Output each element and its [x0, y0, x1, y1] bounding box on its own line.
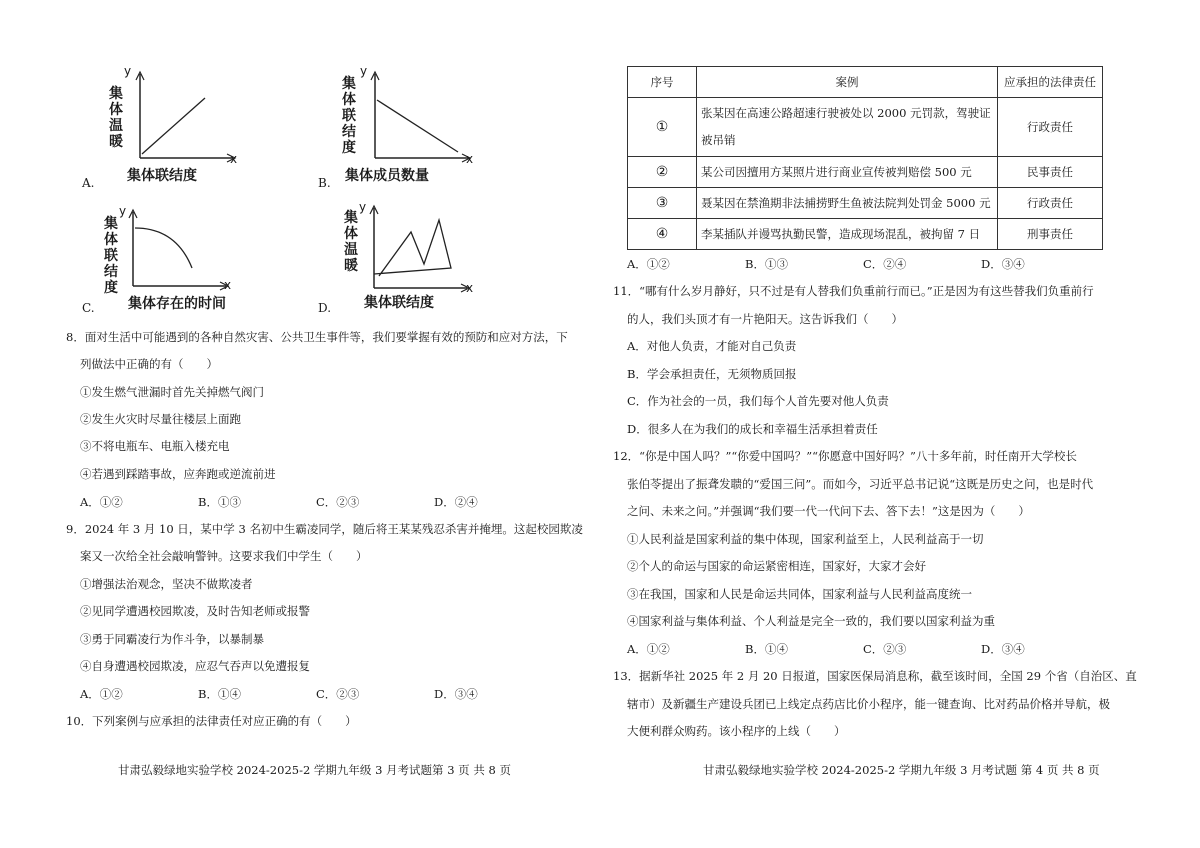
q8-option-d[interactable]: D．②④: [434, 495, 478, 509]
q8-stem-line1: 8．面对生活中可能遇到的各种自然灾害、公共卫生事件等，我们要掌握有效的预防和应对方法，下: [66, 330, 568, 344]
q13-stem-line2: 辖市）及新疆生产建设兵团已上线定点药店比价小程序，能一键查询、比对药品价格并导航，极: [627, 697, 1110, 711]
row-case: 某公司因擅用方某照片进行商业宣传被判赔偿 500 元: [697, 157, 998, 188]
q11-stem-line2: 的人，我们头顶才有一片艳阳天。这告诉我们（ ）: [627, 312, 903, 326]
q12-stem-line3: 之问、未来之问。”并强调“我们要一代一代问下去、答下去！”这是因为（ ）: [627, 504, 1030, 518]
q9-stem-line2: 案又一次给全社会敲响警钟。这要求我们中学生（ ）: [80, 549, 368, 563]
row-case: 李某插队并谩骂执勤民警，造成现场混乱，被拘留 7 日: [697, 219, 998, 250]
q8-option-b[interactable]: B．①③: [198, 495, 241, 509]
q8-item-3: ③不将电瓶车、电瓶入楼充电: [80, 439, 230, 453]
q9-item-4: ④自身遭遇校园欺凌，应忍气吞声以免遭报复: [80, 659, 310, 673]
graph-d-xlabel: 集体联结度: [364, 295, 434, 311]
q8-stem-line2: 列做法中正确的有（ ）: [80, 357, 218, 371]
graph-b-ylabel: 集体联结度: [342, 76, 356, 156]
q9-option-b[interactable]: B．①④: [198, 687, 241, 701]
q9-option-d[interactable]: D．③④: [434, 687, 478, 701]
q11-option-c[interactable]: C．作为社会的一员，我们每个人首先要对他人负责: [627, 394, 889, 408]
row-no: ④: [628, 219, 697, 250]
q10-option-b[interactable]: B．①③: [745, 257, 788, 271]
left-page-footer: 甘肃弘毅绿地实验学校 2024-2025-2 学期九年级 3 月考试题第 3 页 共 8 页: [118, 763, 511, 777]
graph-a-y-axis-label: y: [124, 64, 132, 78]
q12-item-3: ③在我国，国家和人民是命运共同体，国家利益与人民利益高度统一: [627, 587, 972, 601]
graph-c-y-axis-label: y: [119, 204, 127, 218]
row-case: 聂某因在禁渔期非法捕捞野生鱼被法院判处罚金 5000 元: [697, 188, 998, 219]
q9-options: [80, 686, 552, 702]
table-row: [628, 98, 1103, 157]
q9-item-3: ③勇于同霸凌行为作斗争，以暴制暴: [80, 632, 264, 646]
q12-option-c[interactable]: C．②③: [863, 642, 907, 656]
q10-option-d[interactable]: D．③④: [981, 257, 1025, 271]
graph-a-xlabel: 集体联结度: [127, 168, 197, 184]
q10-option-c[interactable]: C．②④: [863, 257, 907, 271]
q11-option-b[interactable]: B．学会承担责任，无须物质回报: [627, 367, 797, 381]
graph-c-axes: [128, 206, 238, 296]
graph-a-letter: A.: [82, 176, 95, 190]
graph-c-x-axis-label: x: [224, 278, 232, 292]
q10-options: [627, 256, 1099, 272]
row-no: ①: [628, 98, 697, 157]
q9-item-1: ①增强法治观念，坚决不做欺凌者: [80, 577, 253, 591]
header-no: 序号: [628, 67, 697, 98]
graph-d-axes: [369, 202, 479, 298]
header-case: 案例: [697, 67, 998, 98]
row-no: ②: [628, 157, 697, 188]
right-page-footer: 甘肃弘毅绿地实验学校 2024-2025-2 学期九年级 3 月考试题 第 4 页 共 8 页: [703, 763, 1100, 777]
row-no: ③: [628, 188, 697, 219]
graph-b-letter: B.: [318, 176, 331, 190]
q12-option-d[interactable]: D．③④: [981, 642, 1025, 656]
q12-options: [627, 641, 1099, 657]
q12-option-b[interactable]: B．①④: [745, 642, 788, 656]
q12-item-2: ②个人的命运与国家的命运紧密相连，国家好，大家才会好: [627, 559, 926, 573]
table-row: [628, 219, 1103, 250]
graph-d-y-axis-label: y: [359, 200, 367, 214]
graph-c-letter: C.: [82, 301, 95, 315]
q9-item-2: ②见同学遭遇校园欺凌，及时告知老师或报警: [80, 604, 310, 618]
row-duty: 民事责任: [998, 157, 1103, 188]
row-case-line2: 被吊销: [701, 133, 736, 147]
q8-option-c[interactable]: C．②③: [316, 495, 360, 509]
q11-stem-line1: 11．“哪有什么岁月静好，只不过是有人替我们负重前行而已。”正是因为有这些替我们负重前行: [613, 284, 1094, 298]
q11-option-a[interactable]: A．对他人负责，才能对自己负责: [627, 339, 797, 353]
row-case-line1: 张某因在高速公路超速行驶被处以 2000 元罚款，驾驶证: [701, 106, 991, 120]
row-duty: 行政责任: [998, 188, 1103, 219]
graph-b-xlabel: 集体成员数量: [345, 168, 429, 184]
table-row: [628, 157, 1103, 188]
q12-item-4: ④国家利益与集体利益、个人利益是完全一致的，我们要以国家利益为重: [627, 614, 995, 628]
case-table-header: [628, 67, 1103, 98]
case-table: [627, 66, 1103, 250]
row-case: [697, 98, 998, 157]
graph-b-line: [377, 100, 458, 152]
graph-b-x-axis-label: x: [466, 152, 474, 166]
q9-stem-line1: 9．2024 年 3 月 10 日，某中学 3 名初中生霸凌同学，随后将王某某残忍杀害并掩埋。这起校园欺凌: [66, 522, 583, 536]
graph-a-axes: [135, 68, 245, 168]
q12-stem-line1: 12．“你是中国人吗？”“你爱中国吗？”“你愿意中国好吗？”八十多年前，时任南开大学校长: [613, 449, 1077, 463]
graph-d-letter: D.: [318, 301, 332, 315]
graph-c-ylabel: 集体联结度: [104, 216, 118, 296]
graph-c-xlabel: 集体存在的时间: [128, 296, 226, 312]
header-duty: 应承担的法律责任: [998, 67, 1103, 98]
q10-option-a[interactable]: A．①②: [627, 257, 670, 271]
q8-option-a[interactable]: A．①②: [80, 495, 123, 509]
graph-d-x-axis-label: x: [466, 281, 474, 295]
graph-a-line: [142, 98, 205, 154]
graph-b-axes: [370, 68, 480, 168]
graph-c-curve: [135, 228, 192, 268]
table-row: [628, 188, 1103, 219]
q8-item-4: ④若遇到踩踏事故，应奔跑或逆流前进: [80, 467, 276, 481]
row-duty: 行政责任: [998, 98, 1103, 157]
graph-a-ylabel: 集体温暖: [109, 86, 123, 150]
q9-option-a[interactable]: A．①②: [80, 687, 123, 701]
q10-stem: 10．下列案例与应承担的法律责任对应正确的有（ ）: [66, 714, 357, 728]
graph-a-x-axis-label: x: [230, 152, 238, 166]
q9-option-c[interactable]: C．②③: [316, 687, 360, 701]
q13-stem-line3: 大便利群众购药。该小程序的上线（ ）: [627, 724, 846, 738]
q8-options: [80, 494, 552, 510]
graph-d-ylabel: 集体温暖: [344, 210, 358, 274]
q12-stem-line2: 张伯苓提出了振聋发聩的“爱国三问”。而如今，习近平总书记说“这既是历史之问，也是时代: [627, 477, 1094, 491]
q12-option-a[interactable]: A．①②: [627, 642, 670, 656]
graph-d-line: [374, 220, 451, 276]
q12-item-1: ①人民利益是国家利益的集中体现，国家利益至上，人民利益高于一切: [627, 532, 984, 546]
row-duty: 刑事责任: [998, 219, 1103, 250]
q13-stem-line1: 13．据新华社 2025 年 2 月 20 日报道，国家医保局消息称，截至该时间，全国 29 个省（自治区、直: [613, 669, 1137, 683]
q8-item-2: ②发生火灾时尽量往楼层上面跑: [80, 412, 241, 426]
graph-b-y-axis-label: y: [360, 64, 368, 78]
q11-option-d[interactable]: D．很多人在为我们的成长和幸福生活承担着责任: [627, 422, 878, 436]
q8-item-1: ①发生燃气泄漏时首先关掉燃气阀门: [80, 385, 264, 399]
